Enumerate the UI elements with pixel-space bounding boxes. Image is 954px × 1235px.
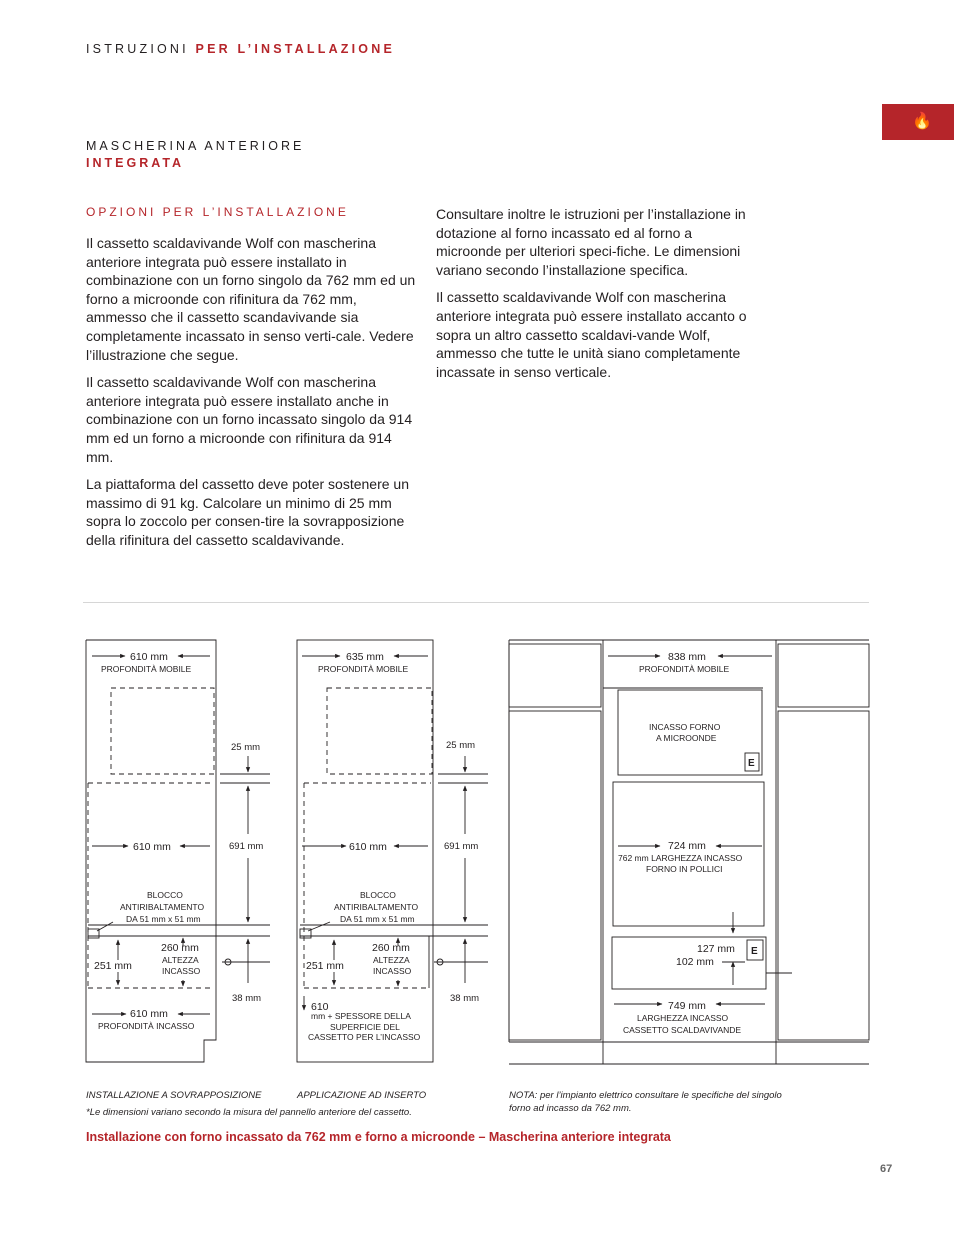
dim-label: 251 mm (94, 960, 132, 972)
dim-label: PROFONDITÀ MOBILE (318, 664, 409, 674)
dim-label: 610 mm (130, 651, 168, 663)
subheading: OPZIONI PER L’INSTALLAZIONE (86, 205, 349, 219)
dim-label: SUPERFICIE DEL (330, 1022, 400, 1032)
caption-insert: APPLICAZIONE AD INSERTO (297, 1090, 427, 1101)
page-number: 67 (880, 1163, 893, 1175)
dim-label: 749 mm (668, 1000, 706, 1012)
block-label: ANTIRIBALTAMENTO (120, 902, 205, 912)
dim-label: 127 mm (697, 943, 735, 955)
dim-label: 610 mm (130, 1008, 168, 1020)
dim-label: CASSETTO PER L’INCASSO (308, 1032, 421, 1042)
note-line: forno ad incasso da 762 mm. (509, 1103, 632, 1114)
dim-label: 691 mm (229, 841, 264, 852)
outlet-marker: E (751, 946, 758, 957)
dim-label: INCASSO (162, 966, 201, 976)
dim-label: 102 mm (676, 956, 714, 968)
dim-label: 691 mm (444, 841, 479, 852)
figure-title: Installazione con forno incassato da 762 mm e forno a microonde – Mascherina anteriore integrata (86, 1130, 671, 1144)
oven-label: FORNO IN POLLICI (646, 864, 723, 874)
drawer-label: LARGHEZZA INCASSO (637, 1013, 729, 1023)
dim-label: 38 mm (232, 993, 262, 1004)
dim-label: PROFONDITÀ INCASSO (98, 1021, 195, 1031)
paragraph: La piattaforma del cassetto deve poter sostenere un massimo di 91 kg. Calcolare un minimo di 25 mm sopra lo zoccolo per consen-tire la sovrapposizione della rifinitura del cassetto scaldavivande. (86, 476, 409, 548)
header-prefix: ISTRUZIONI (86, 42, 189, 56)
outlet-marker: E (748, 758, 755, 769)
dim-label: PROFONDITÀ MOBILE (639, 664, 730, 674)
paragraph: Consultare inoltre le istruzioni per l’installazione in dotazione al forno incassato ed al forno a microonde per ulteriori speci-fiche. Le dimensioni variano secondo l’installazione specifica. (436, 206, 746, 278)
dim-label: 635 mm (346, 651, 384, 663)
section-title-line2: INTEGRATA (86, 156, 185, 170)
section-title-line1: MASCHERINA ANTERIORE (86, 139, 305, 153)
block-label: DA 51 mm x 51 mm (126, 914, 201, 924)
dim-label: mm + SPESSORE DELLA (311, 1011, 411, 1021)
dim-label: 610 (311, 1001, 329, 1013)
flame-icon: 🔥 (912, 113, 932, 130)
drawer-label: CASSETTO SCALDAVIVANDE (623, 1025, 742, 1035)
dim-label: 260 mm (161, 942, 199, 954)
dim-label: 251 mm (306, 960, 344, 972)
microwave-label: A MICROONDE (656, 733, 717, 743)
header-title: PER L’INSTALLAZIONE (195, 42, 395, 56)
dim-label: ALTEZZA (162, 955, 199, 965)
note-line: NOTA: per l’impianto elettrico consultare le specifiche del singolo (509, 1090, 782, 1101)
paragraph: Il cassetto scaldavivande Wolf con mascherina anteriore integrata può essere installato accanto o sopra un altro cassetto scaldavi-vande Wolf, ammesso che tutte le unità siano completamente incassate in senso verticale. (436, 289, 747, 380)
dim-label: 38 mm (450, 993, 480, 1004)
oven-label: 762 mm LARGHEZZA INCASSO (618, 853, 743, 863)
dim-label: 260 mm (372, 942, 410, 954)
microwave-label: INCASSO FORNO (649, 722, 721, 732)
paragraph: Il cassetto scaldavivande Wolf con mascherina anteriore integrata può essere installato anche in combinazione con un forno incassato singolo da 914 mm ed un forno a microonde con rifinitura da 914 mm. (86, 374, 413, 465)
block-label: BLOCCO (147, 890, 183, 900)
dim-label: 838 mm (668, 651, 706, 663)
paragraph: Il cassetto scaldavivande Wolf con mascherina anteriore integrata può essere installato in combinazione con un forno singolo da 762 mm ed un forno a microonde con rifinitura da 762 mm, ammesso che il cassetto scandavivande sia completamente incassato in senso verti-cale. Vedere l’illustrazione che segue. (86, 235, 416, 363)
dim-label: PROFONDITÀ MOBILE (101, 664, 192, 674)
dim-label: 610 mm (133, 841, 171, 853)
block-label: DA 51 mm x 51 mm (340, 914, 415, 924)
footnote: *Le dimensioni variano secondo la misura del pannello anteriore del cassetto. (86, 1107, 412, 1118)
dim-label: INCASSO (373, 966, 412, 976)
dim-label: 25 mm (446, 740, 476, 751)
dim-label: 25 mm (231, 742, 261, 753)
caption-overlay: INSTALLAZIONE A SOVRAPPOSIZIONE (86, 1090, 262, 1101)
block-label: ANTIRIBALTAMENTO (334, 902, 419, 912)
dim-label: ALTEZZA (373, 955, 410, 965)
block-label: BLOCCO (360, 890, 396, 900)
dim-label: 610 mm (349, 841, 387, 853)
dim-label: 724 mm (668, 840, 706, 852)
